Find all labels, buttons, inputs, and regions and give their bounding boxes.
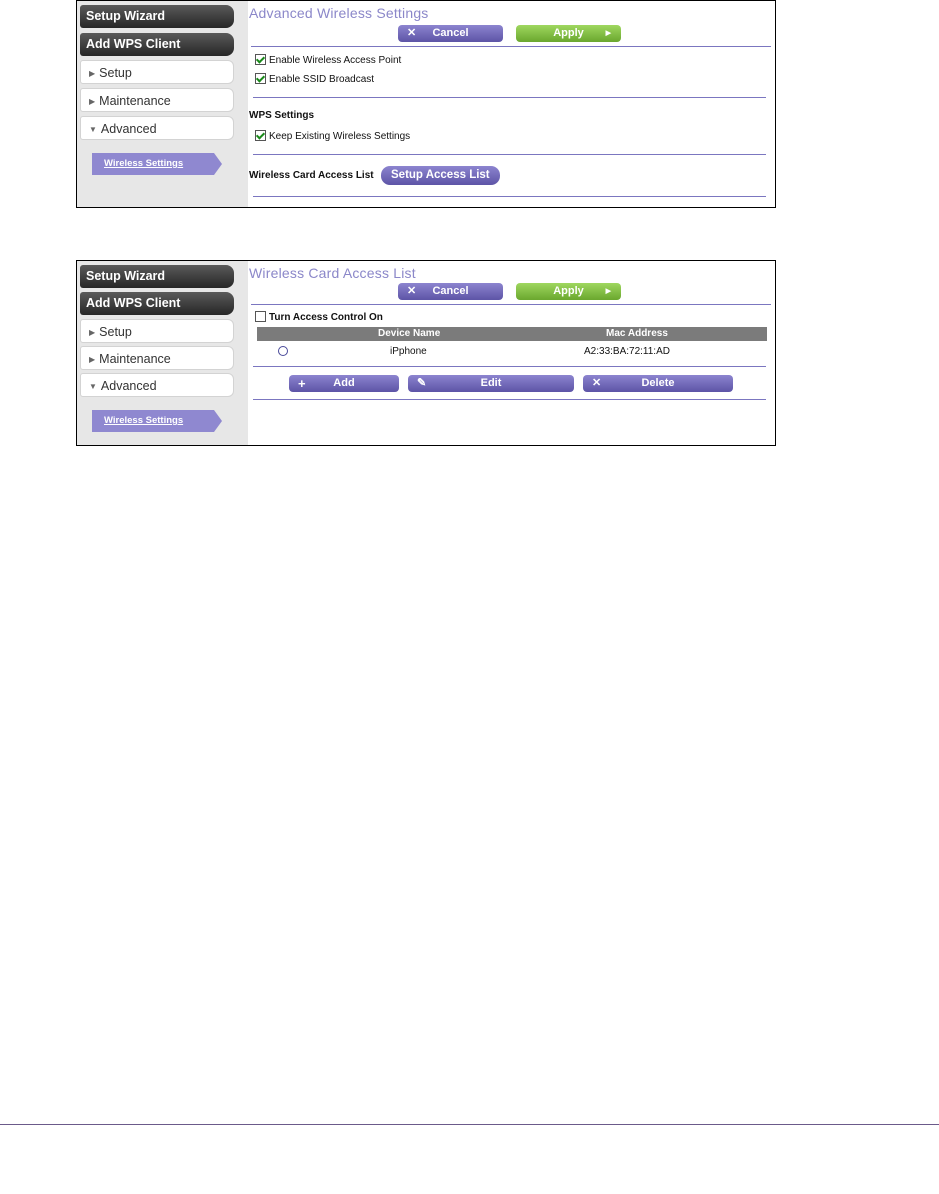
arrow-right-icon: ▶ bbox=[605, 30, 611, 37]
page-title: Wireless Card Access List bbox=[249, 265, 416, 281]
add-button[interactable] bbox=[289, 375, 399, 392]
divider bbox=[251, 46, 771, 47]
nav-advanced-label: Advanced bbox=[100, 122, 157, 136]
cancel-button[interactable] bbox=[398, 25, 503, 42]
pencil-icon: ✎ bbox=[417, 377, 427, 389]
nav-advanced[interactable] bbox=[80, 373, 234, 397]
row-mac-address: A2:33:BA:72:11:AD bbox=[584, 346, 670, 357]
table-header bbox=[257, 327, 767, 341]
enable-ssid-label: Enable SSID Broadcast bbox=[269, 74, 375, 85]
arrow-right-icon: ▶ bbox=[605, 288, 611, 295]
chevron-right-icon: ▶ bbox=[89, 328, 96, 337]
chevron-right-icon: ▶ bbox=[89, 97, 96, 106]
access-control-row bbox=[255, 311, 383, 324]
nav-advanced-label: Advanced bbox=[100, 379, 157, 393]
access-control-checkbox[interactable] bbox=[255, 311, 266, 322]
column-mac-address: Mac Address bbox=[606, 328, 668, 339]
edit-label: Edit bbox=[480, 377, 502, 389]
keep-existing-label: Keep Existing Wireless Settings bbox=[269, 131, 411, 142]
add-label: Add bbox=[333, 377, 355, 389]
card-access-label: Wireless Card Access List bbox=[249, 170, 374, 181]
divider bbox=[251, 304, 771, 305]
nav-maintenance-label: Maintenance bbox=[99, 94, 171, 108]
divider bbox=[253, 399, 766, 400]
sidebar bbox=[77, 1, 248, 207]
advanced-wireless-settings-panel bbox=[76, 0, 776, 208]
wireless-card-access-list-panel bbox=[76, 260, 776, 446]
nav-wireless-settings[interactable] bbox=[92, 410, 222, 432]
table-row[interactable] bbox=[257, 345, 767, 359]
nav-add-wps-client[interactable]: Add WPS Client bbox=[80, 292, 234, 315]
enable-ap-label: Enable Wireless Access Point bbox=[269, 55, 402, 66]
setup-access-list-button[interactable]: Setup Access List bbox=[381, 166, 500, 185]
close-icon: ✕ bbox=[592, 377, 602, 389]
column-device-name: Device Name bbox=[378, 328, 441, 339]
cancel-label: Cancel bbox=[432, 27, 469, 39]
page-title: Advanced Wireless Settings bbox=[249, 5, 429, 21]
nav-setup-label: Setup bbox=[99, 66, 132, 80]
nav-setup-wizard[interactable]: Setup Wizard bbox=[80, 265, 234, 288]
chevron-right-icon: ▶ bbox=[89, 355, 96, 364]
enable-ssid-checkbox[interactable] bbox=[255, 73, 266, 84]
nav-add-wps-client[interactable]: Add WPS Client bbox=[80, 33, 234, 56]
nav-setup-label: Setup bbox=[99, 325, 132, 339]
sidebar bbox=[77, 261, 248, 445]
keep-existing-checkbox[interactable] bbox=[255, 130, 266, 141]
cancel-button[interactable] bbox=[398, 283, 503, 300]
plus-icon: + bbox=[298, 376, 306, 391]
edit-button[interactable] bbox=[408, 375, 574, 392]
nav-setup-wizard[interactable]: Setup Wizard bbox=[80, 5, 234, 28]
nav-advanced[interactable] bbox=[80, 116, 234, 140]
wps-settings-heading: WPS Settings bbox=[249, 110, 315, 121]
divider bbox=[253, 196, 766, 197]
chevron-down-icon: ▼ bbox=[89, 125, 97, 134]
access-control-label: Turn Access Control On bbox=[269, 312, 383, 323]
content-area bbox=[248, 1, 775, 207]
nav-maintenance[interactable] bbox=[80, 346, 234, 370]
apply-button[interactable] bbox=[516, 283, 621, 300]
enable-ap-checkbox[interactable] bbox=[255, 54, 266, 65]
divider bbox=[253, 154, 766, 155]
apply-label: Apply bbox=[553, 27, 584, 39]
content-area bbox=[248, 261, 775, 445]
nav-wireless-settings[interactable] bbox=[92, 153, 222, 175]
close-icon: ✕ bbox=[407, 285, 417, 297]
delete-button[interactable] bbox=[583, 375, 733, 392]
apply-label: Apply bbox=[553, 285, 584, 297]
page-footer-rule bbox=[0, 1124, 939, 1125]
cancel-label: Cancel bbox=[432, 285, 469, 297]
divider bbox=[253, 97, 766, 98]
close-icon: ✕ bbox=[407, 27, 417, 39]
nav-wireless-settings-label: Wireless Settings bbox=[104, 158, 184, 169]
divider bbox=[253, 366, 766, 367]
chevron-right-icon: ▶ bbox=[89, 69, 96, 78]
enable-ssid-row bbox=[255, 73, 374, 86]
enable-ap-row bbox=[255, 54, 401, 67]
apply-button[interactable] bbox=[516, 25, 621, 42]
row-device-name: iPphone bbox=[390, 346, 427, 357]
nav-maintenance-label: Maintenance bbox=[99, 352, 171, 366]
nav-wireless-settings-label: Wireless Settings bbox=[104, 415, 184, 426]
nav-maintenance[interactable] bbox=[80, 88, 234, 112]
nav-setup[interactable] bbox=[80, 319, 234, 343]
chevron-down-icon: ▼ bbox=[89, 382, 97, 391]
nav-setup[interactable] bbox=[80, 60, 234, 84]
keep-existing-row bbox=[255, 130, 410, 143]
delete-label: Delete bbox=[641, 377, 675, 389]
